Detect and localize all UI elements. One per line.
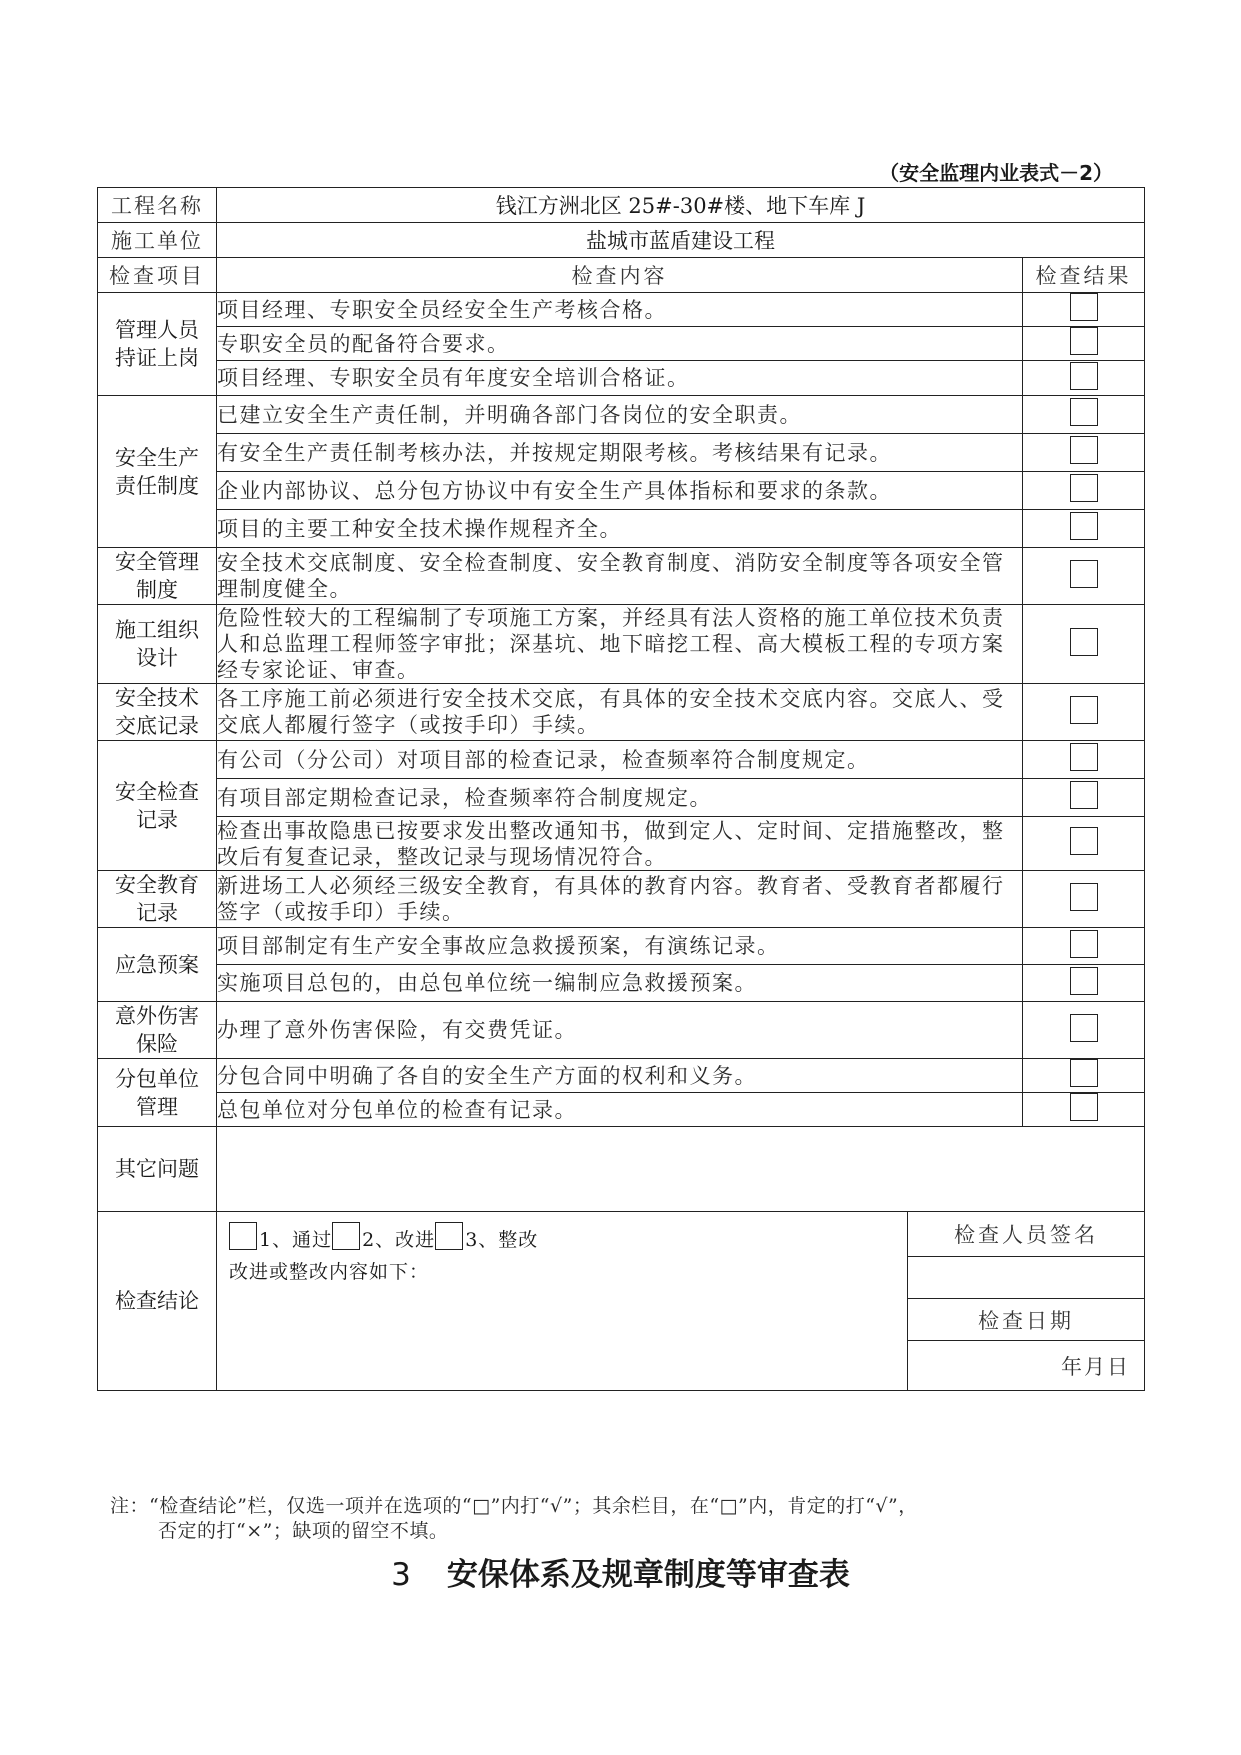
check-row [98,472,1145,510]
result-checkbox[interactable] [1070,1059,1098,1087]
footnote-line1: 注：“检查结论”栏，仅选一项并在选项的“□”内打“√”；其余栏目，在“□”内，肯定的打“√”， [110,1495,918,1517]
result-checkbox[interactable] [1070,362,1098,390]
check-result-cell [1023,434,1145,472]
check-content: 有项目部定期检查记录，检查频率符合制度规定。 [217,779,1023,817]
result-checkbox[interactable] [1070,743,1098,771]
page-title-text: 安保体系及规章制度等审查表 [446,1557,850,1593]
footnote-line2: 否定的打“×”；缺项的留空不填。 [158,1520,449,1542]
rectify-checkbox[interactable] [435,1222,463,1250]
check-category: 安全教育 记录 [98,871,217,928]
check-result-cell [1023,361,1145,396]
check-content: 已建立安全生产责任制，并明确各部门各岗位的安全职责。 [217,396,1023,434]
check-result-cell [1023,928,1145,965]
footnote [110,1494,1150,1544]
pass-checkbox[interactable] [229,1222,257,1250]
construction-unit-row [98,223,1145,258]
result-checkbox[interactable] [1070,398,1098,426]
check-content: 新进场工人必须经三级安全教育，有具体的教育内容。教育者、受教育者都履行签字（或按手印）手续。 [217,871,1023,928]
header-item: 检查项目 [98,258,217,293]
check-row [98,361,1145,396]
rectify-option-label: 3、整改 [465,1229,539,1251]
result-checkbox[interactable] [1070,327,1098,355]
result-checkbox[interactable] [1070,967,1098,995]
check-category: 应急预案 [98,928,217,1002]
check-row [98,684,1145,741]
other-issues-field[interactable] [217,1127,1145,1212]
pass-option-label: 1、通过 [259,1229,333,1251]
check-category: 安全生产 责任制度 [98,396,217,548]
check-result-cell [1023,965,1145,1002]
check-category: 安全管理 制度 [98,548,217,605]
result-checkbox[interactable] [1070,781,1098,809]
check-result-cell [1023,817,1145,871]
check-category: 安全检查 记录 [98,741,217,871]
result-checkbox[interactable] [1070,1014,1098,1042]
check-result-cell [1023,548,1145,605]
result-checkbox[interactable] [1070,293,1098,321]
check-result-cell [1023,1093,1145,1127]
check-category: 分包单位 管理 [98,1059,217,1127]
check-category: 意外伤害 保险 [98,1002,217,1059]
check-row [98,965,1145,1002]
check-row [98,1002,1145,1059]
check-content: 总包单位对分包单位的检查有记录。 [217,1093,1023,1127]
check-content: 有公司（分公司）对项目部的检查记录，检查频率符合制度规定。 [217,741,1023,779]
header-result: 检查结果 [1023,258,1145,293]
check-content: 各工序施工前必须进行安全技术交底，有具体的安全技术交底内容。交底人、受交底人都履行签字（或按手印）手续。 [217,684,1023,741]
check-row [98,293,1145,327]
conclusion-options [217,1212,908,1391]
result-checkbox[interactable] [1070,827,1098,855]
check-content: 项目经理、专职安全员有年度安全培训合格证。 [217,361,1023,396]
check-category: 管理人员 持证上岗 [98,293,217,396]
improve-option-label: 2、改进 [362,1229,436,1251]
check-row [98,434,1145,472]
project-name-row [98,188,1145,223]
check-content: 办理了意外伤害保险，有交费凭证。 [217,1002,1023,1059]
header-content: 检查内容 [217,258,1023,293]
check-content: 项目的主要工种安全技术操作规程齐全。 [217,510,1023,548]
check-result-cell [1023,327,1145,361]
check-content: 分包合同中明确了各自的安全生产方面的权利和义务。 [217,1059,1023,1093]
construction-unit-label: 施工单位 [98,223,217,258]
check-row [98,928,1145,965]
result-checkbox[interactable] [1070,560,1098,588]
check-category: 安全技术 交底记录 [98,684,217,741]
signer-field[interactable] [908,1257,1145,1299]
result-checkbox[interactable] [1070,1093,1098,1121]
result-checkbox[interactable] [1070,883,1098,911]
check-result-cell [1023,510,1145,548]
conclusion-details-label: 改进或整改内容如下： [229,1261,430,1283]
check-row [98,396,1145,434]
other-issues-label: 其它问题 [98,1127,217,1212]
date-field[interactable]: 年月日 [908,1341,1145,1391]
result-checkbox[interactable] [1070,512,1098,540]
check-row [98,1059,1145,1093]
check-content: 实施项目总包的，由总包单位统一编制应急救援预案。 [217,965,1023,1002]
check-content: 有安全生产责任制考核办法，并按规定期限考核。考核结果有记录。 [217,434,1023,472]
check-result-cell [1023,1059,1145,1093]
check-row [98,779,1145,817]
check-result-cell [1023,741,1145,779]
check-row [98,548,1145,605]
check-content: 项目部制定有生产安全事故应急救援预案，有演练记录。 [217,928,1023,965]
construction-unit-value: 盐城市蓝盾建设工程 [217,223,1145,258]
check-row [98,510,1145,548]
check-row [98,327,1145,361]
result-checkbox[interactable] [1070,930,1098,958]
check-result-cell [1023,396,1145,434]
form-code: （安全监理内业表式－2） [879,161,1113,185]
header-row [98,258,1145,293]
conclusion-option-line [217,1212,907,1253]
project-name-label: 工程名称 [98,188,217,223]
check-content: 危险性较大的工程编制了专项施工方案，并经具有法人资格的施工单位技术负责人和总监理工程师签字审批；深基坑、地下暗挖工程、高大模板工程的专项方案经专家论证、审查。 [217,605,1023,684]
result-checkbox[interactable] [1070,628,1098,656]
check-result-cell [1023,779,1145,817]
check-content: 企业内部协议、总分包方协议中有安全生产具体指标和要求的条款。 [217,472,1023,510]
check-content: 检查出事故隐患已按要求发出整改通知书，做到定人、定时间、定措施整改，整改后有复查记录，整改记录与现场情况符合。 [217,817,1023,871]
check-row [98,605,1145,684]
check-result-cell [1023,684,1145,741]
improve-checkbox[interactable] [332,1222,360,1250]
check-row [98,817,1145,871]
check-content: 专职安全员的配备符合要求。 [217,327,1023,361]
check-content: 项目经理、专职安全员经安全生产考核合格。 [217,293,1023,327]
conclusion-label: 检查结论 [98,1212,217,1391]
other-issues-row [98,1127,1145,1212]
check-result-cell [1023,1002,1145,1059]
result-checkbox[interactable] [1070,436,1098,464]
page-title [0,1549,1241,1594]
check-result-cell [1023,472,1145,510]
result-checkbox[interactable] [1070,696,1098,724]
date-label: 检查日期 [908,1299,1145,1341]
check-category: 施工组织 设计 [98,605,217,684]
check-result-cell [1023,293,1145,327]
check-result-cell [1023,605,1145,684]
signer-label: 检查人员签名 [908,1212,1145,1257]
check-row [98,871,1145,928]
project-name-value: 钱江方洲北区 25#-30#楼、地下车库 J [217,188,1145,223]
check-content: 安全技术交底制度、安全检查制度、安全教育制度、消防安全制度等各项安全管理制度健全。 [217,548,1023,605]
conclusion-row [98,1212,1145,1257]
check-row [98,741,1145,779]
check-result-cell [1023,871,1145,928]
result-checkbox[interactable] [1070,474,1098,502]
check-row [98,1093,1145,1127]
inspection-table [97,187,1145,1391]
page-title-number: 3 [391,1557,411,1593]
